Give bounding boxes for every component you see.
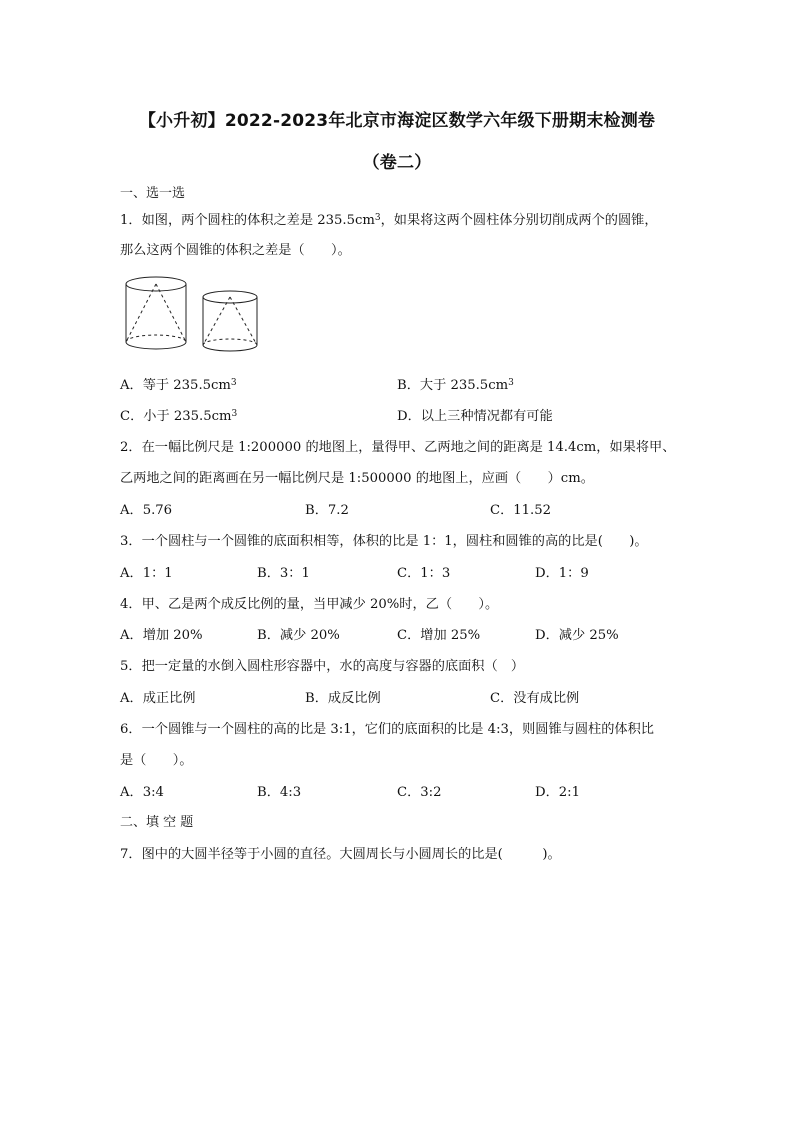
question-7-line-1: 7．图中的大圆半径等于小圆的直径。大圆周长与小圆周长的比是( )。 bbox=[120, 847, 561, 862]
q1-option-b: B．大于 $235.5cm^3$ bbox=[397, 378, 514, 393]
q3-option-d: D．1：9 bbox=[535, 566, 589, 581]
small-cylinder bbox=[203, 291, 257, 351]
q1-option-d: D．以上三种情况都有可能 bbox=[397, 409, 553, 424]
question-6-line-1: 6．一个圆锥与一个圆柱的高的比是 3:1，它们的底面积的比是 4:3，则圆锥与圆柱的体积比 bbox=[120, 722, 654, 737]
question-2-line-2: 乙两地之间的距离画在另一幅比例尺是 1:500000 的地图上，应画（ ）cm。 bbox=[120, 471, 594, 486]
q1-option-a: A．等于 $235.5cm^3$ bbox=[120, 378, 237, 393]
cylinder-cone-figure bbox=[118, 272, 268, 362]
q4-option-a: A．增加 20% bbox=[120, 628, 203, 643]
q4-option-d: D．减少 25% bbox=[535, 628, 619, 643]
section-heading-fill: 二、填 空 题 bbox=[120, 815, 194, 830]
q2-option-b: B．7.2 bbox=[305, 503, 349, 518]
q3-option-b: B．3：1 bbox=[257, 566, 310, 581]
q4-option-c: C．增加 25% bbox=[397, 628, 481, 643]
q5-option-a: A．成正比例 bbox=[120, 691, 196, 706]
question-2-line-1: 2．在一幅比例尺是 1:200000 的地图上，量得甲、乙两地之间的距离是 14.4cm，如果将甲、 bbox=[120, 440, 676, 455]
large-cylinder bbox=[126, 277, 186, 349]
q3-option-a: A．1：1 bbox=[120, 566, 173, 581]
q1-option-c: C．小于 $235.5cm^3$ bbox=[120, 409, 238, 424]
q5-option-c: C．没有成比例 bbox=[490, 691, 580, 706]
question-6-line-2: 是（ ）。 bbox=[120, 753, 193, 768]
q6-option-c: C．3:2 bbox=[397, 785, 442, 800]
question-3-line-1: 3．一个圆柱与一个圆锥的底面积相等，体积的比是 1：1，圆柱和圆锥的高的比是( )。 bbox=[120, 534, 648, 549]
section-heading-choice: 一、选一选 bbox=[120, 186, 186, 201]
q3-option-c: C．1：3 bbox=[397, 566, 451, 581]
q2-option-a: A．5.76 bbox=[120, 503, 173, 518]
q2-option-c: C．11.52 bbox=[490, 503, 552, 518]
q6-option-a: A．3:4 bbox=[120, 785, 164, 800]
page-subtitle: （卷二） bbox=[362, 153, 432, 173]
question-4-line-1: 4．甲、乙是两个成反比例的量，当甲减少 20%时，乙（ ）。 bbox=[120, 597, 499, 612]
q6-option-b: B．4:3 bbox=[257, 785, 302, 800]
question-1-line-2: 那么这两个圆锥的体积之差是（ ）。 bbox=[120, 243, 351, 258]
q4-option-b: B．减少 20% bbox=[257, 628, 340, 643]
question-1-line-1: 1．如图，两个圆柱的体积之差是 $235.5cm^3$，如果将这两个圆柱体分别切削成两个的圆锥， bbox=[120, 213, 658, 228]
q6-option-d: D．2:1 bbox=[535, 785, 580, 800]
page-title: 【小升初】2022-2023年北京市海淀区数学六年级下册期末检测卷 bbox=[138, 111, 656, 131]
q5-option-b: B．成反比例 bbox=[305, 691, 381, 706]
question-5-line-1: 5．把一定量的水倒入圆柱形容器中，水的高度与容器的底面积（ ） bbox=[120, 659, 525, 674]
